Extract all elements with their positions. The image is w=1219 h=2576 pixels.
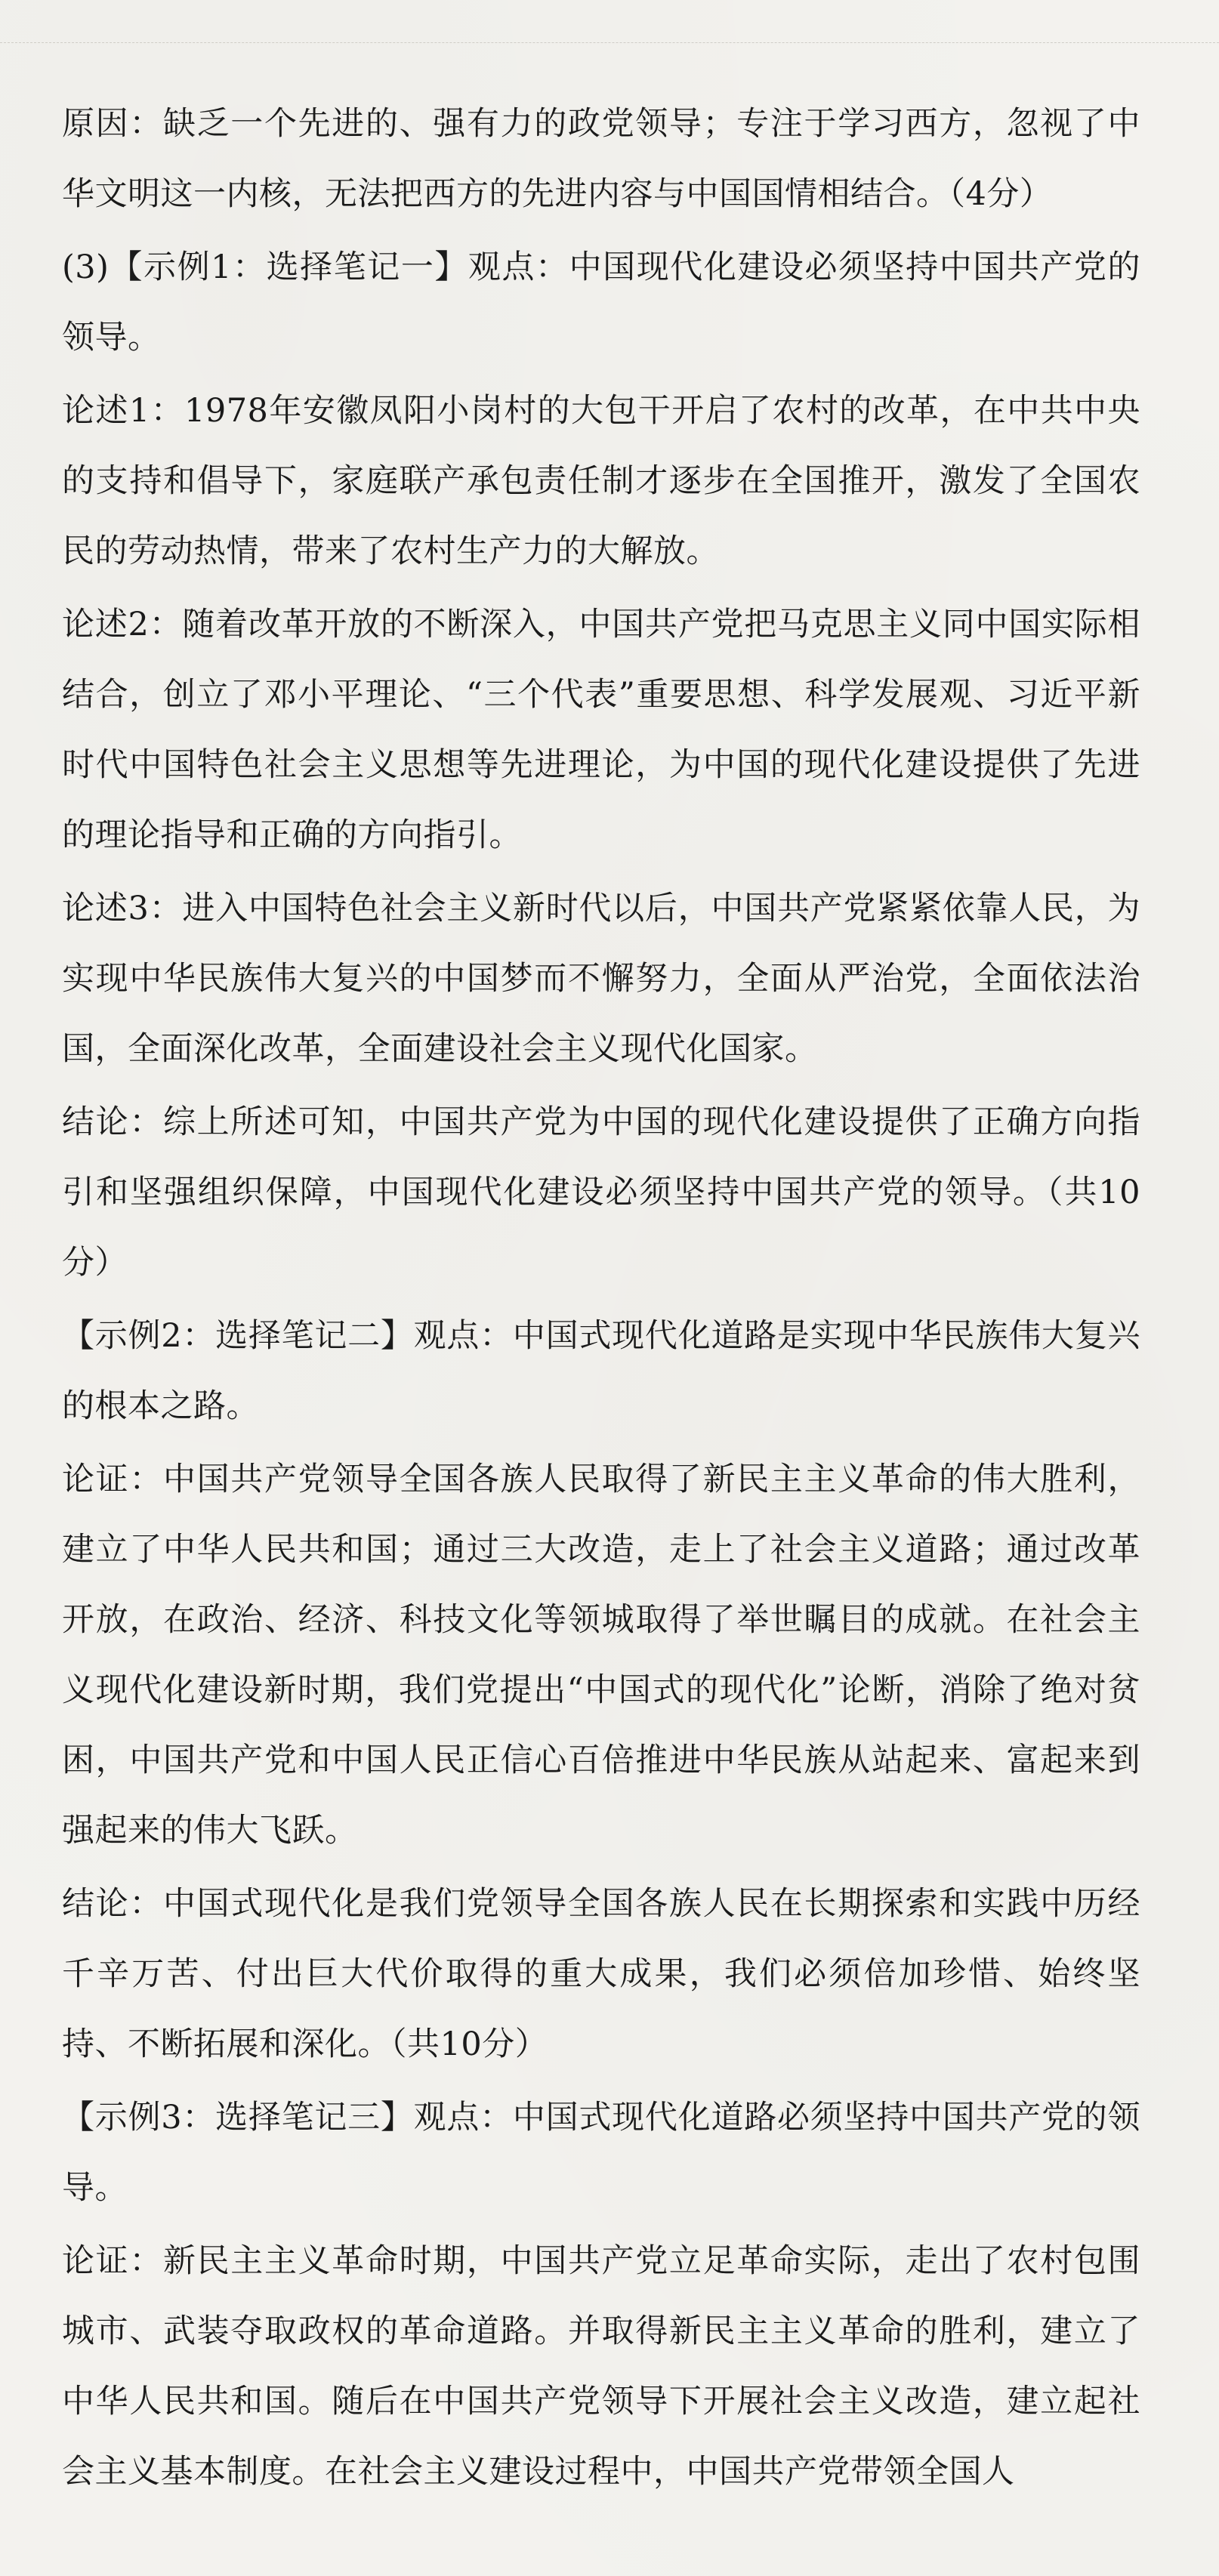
top-divider (0, 42, 1219, 43)
paragraph-example-3-argument: 论证：新民主主义革命时期，中国共产党立足革命实际，走出了农村包围城市、武装夺取政权的革命道路。并取得新民主主义革命的胜利，建立了中华人民共和国。随后在中国共产党领导下开展社会主义改造，建立起社会主义基本制度。在社会主义建设过程中，中国共产党带领全国人 (62, 2242, 1140, 2491)
paragraph-example-2-conclusion: 结论：中国式现代化是我们党领导全国各族人民在长期探索和实践中历经千辛万苦、付出巨大代价取得的重大成果，我们必须倍加珍惜、始终坚持、不断拓展和深化。（共10分） (62, 1885, 1140, 2063)
paragraph-argument-3: 论述3：进入中国特色社会主义新时代以后，中国共产党紧紧依靠人民，为实现中华民族伟大复兴的中国梦而不懈努力，全面从严治党，全面依法治国，全面深化改革，全面建设社会主义现代化国家。 (62, 890, 1140, 1068)
paragraph-example-3-viewpoint: 【示例3：选择笔记三】观点：中国式现代化道路必须坚持中国共产党的领导。 (62, 2099, 1140, 2207)
paragraph-argument-2: 论述2：随着改革开放的不断深入，中国共产党把马克思主义同中国实际相结合，创立了邓小平理论、“三个代表”重要思想、科学发展观、习近平新时代中国特色社会主义思想等先进理论，为中国的现代化建设提供了先进的理论指导和正确的方向指引。 (62, 606, 1140, 854)
paragraph-example-2-argument: 论证：中国共产党领导全国各族人民取得了新民主主义革命的伟大胜利，建立了中华人民共和国；通过三大改造，走上了社会主义道路；通过改革开放，在政治、经济、科技文化等领城取得了举世瞩目的成就。在社会主义现代化建设新时期，我们党提出“中国式的现代化”论断，消除了绝对贫困，中国共产党和中国人民正信心百倍推进中华民族从站起来、富起来到强起来的伟大飞跃。 (62, 1461, 1140, 1849)
paragraph-example-1-conclusion: 结论：综上所述可知，中国共产党为中国的现代化建设提供了正确方向指引和坚强组织保障，中国现代化建设必须坚持中国共产党的领导。（共10分） (62, 1103, 1140, 1282)
paragraph-argument-1: 论述1：1978年安徽凤阳小岗村的大包干开启了农村的改革，在中共中央的支持和倡导下，家庭联产承包责任制才逐步在全国推开，激发了全国农民的劳动热情，带来了农村生产力的大解放。 (62, 392, 1140, 570)
paragraph-example-2-viewpoint: 【示例2：选择笔记二】观点：中国式现代化道路是实现中华民族伟大复兴的根本之路。 (62, 1317, 1140, 1425)
paragraph-reason: 原因：缺乏一个先进的、强有力的政党领导；专注于学习西方，忽视了中华文明这一内核，无法把西方的先进内容与中国国情相结合。（4分） (62, 105, 1140, 213)
paragraph-example-1-viewpoint: (3)【示例1：选择笔记一】观点：中国现代化建设必须坚持中国共产党的领导。 (62, 248, 1140, 356)
